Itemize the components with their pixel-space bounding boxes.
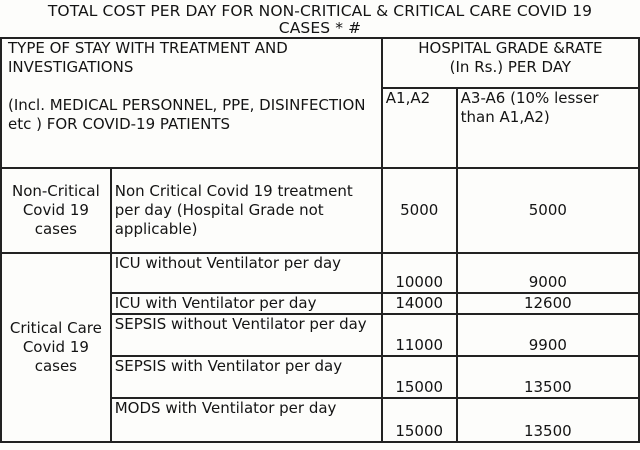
header-row-1	[1, 38, 639, 88]
stay-type-title-1: TYPE OF STAY WITH TREATMENT AND	[8, 39, 288, 57]
critical-rate-a3-a6: 13500	[457, 398, 639, 442]
critical-treatment: SEPSIS with Ventilator per day	[111, 356, 382, 398]
critical-rate-a3-a6: 9900	[457, 314, 639, 356]
critical-rate-a1-a2: 15000	[382, 398, 457, 442]
hospital-grade-subtitle: (In Rs.) PER DAY	[449, 58, 572, 76]
non-critical-group-label: Non-Critical Covid 19 cases	[1, 168, 111, 253]
critical-rate-a1-a2: 15000	[382, 356, 457, 398]
page-title	[0, 0, 640, 38]
grade-a3-a6-header: A3-A6 (10% lesser than A1,A2)	[457, 88, 639, 168]
non-critical-row	[1, 168, 639, 253]
critical-row	[1, 253, 639, 293]
grade-a1-a2-header: A1,A2	[382, 88, 457, 168]
stay-type-note: (Incl. MEDICAL PERSONNEL, PPE, DISINFECTION etc ) FOR COVID-19 PATIENTS	[8, 96, 366, 133]
critical-treatment: MODS with Ventilator per day	[111, 398, 382, 442]
critical-rate-a3-a6: 13500	[457, 356, 639, 398]
critical-rate-a1-a2: 11000	[382, 314, 457, 356]
hospital-grade-header	[382, 38, 639, 88]
non-critical-rate-a1-a2: 5000	[382, 168, 457, 253]
critical-rate-a3-a6: 12600	[457, 293, 639, 314]
rate-table	[0, 37, 640, 443]
critical-rate-a1-a2: 14000	[382, 293, 457, 314]
stay-type-header	[1, 38, 382, 168]
non-critical-treatment: Non Critical Covid 19 treatment per day (Hospital Grade not applicable)	[111, 168, 382, 253]
critical-treatment: ICU without Ventilator per day	[111, 253, 382, 293]
stay-type-title-2: INVESTIGATIONS	[8, 58, 134, 76]
critical-rate-a3-a6: 9000	[457, 253, 639, 293]
critical-group-label: Critical Care Covid 19 cases	[1, 253, 111, 442]
hospital-grade-title: HOSPITAL GRADE &RATE	[418, 39, 603, 57]
non-critical-rate-a3-a6: 5000	[457, 168, 639, 253]
critical-rate-a1-a2: 10000	[382, 253, 457, 293]
title-line-2: CASES * #	[278, 19, 362, 37]
title-line-1: TOTAL COST PER DAY FOR NON-CRITICAL & CRITICAL CARE COVID 19	[47, 2, 593, 20]
critical-treatment: SEPSIS without Ventilator per day	[111, 314, 382, 356]
critical-treatment: ICU with Ventilator per day	[111, 293, 382, 314]
